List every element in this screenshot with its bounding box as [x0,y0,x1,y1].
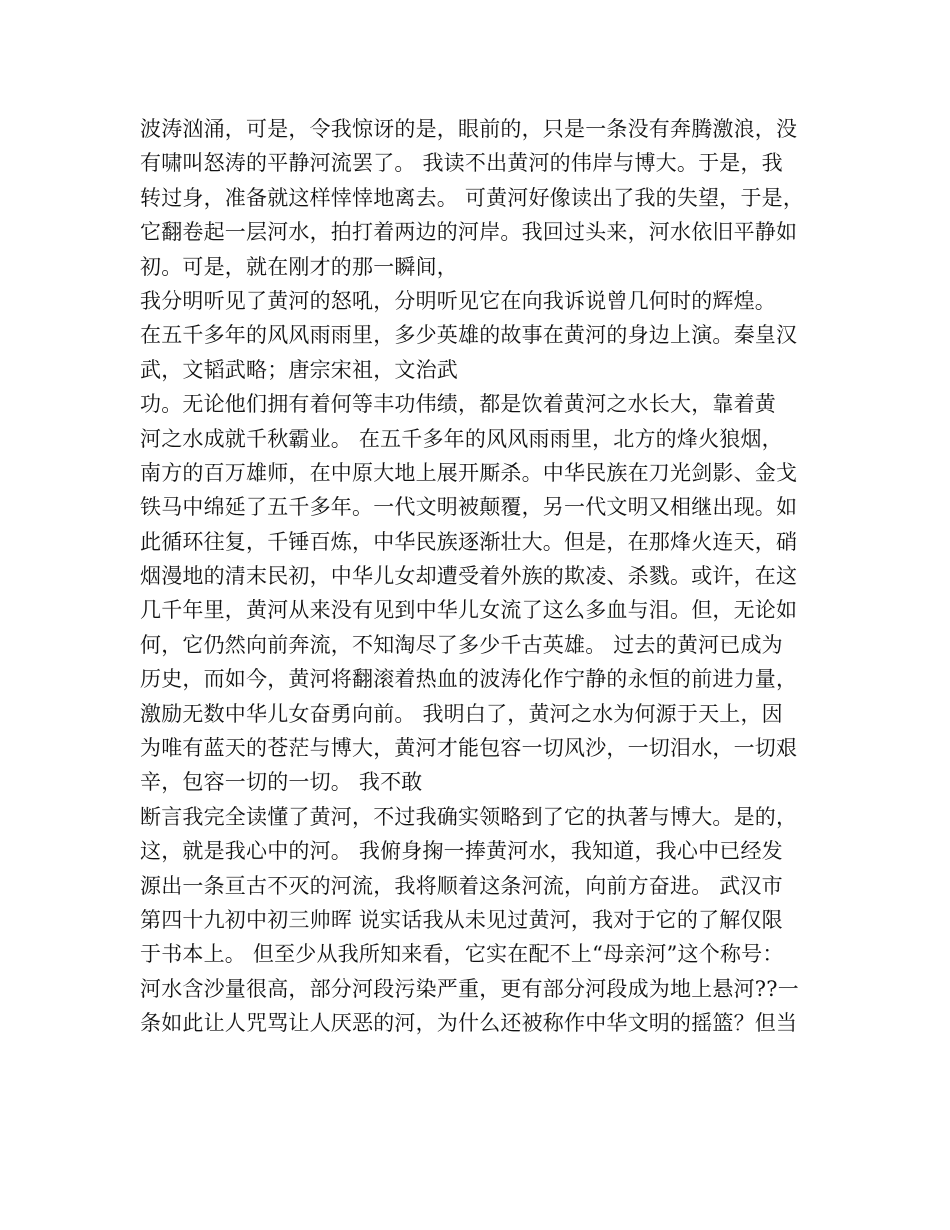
text-line: 此循环往复，千锤百炼，中华民族逐渐壮大。但是，在那烽火连天，硝 [140,529,798,554]
text-line: 断言我完全读懂了黄河，不过我确实领略到了它的执著与博大。是的， [140,804,798,829]
essay-body-text [140,112,830,1041]
text-line: 有啸叫怒涛的平静河流罢了。 我读不出黄河的伟岸与博大。于是，我 [140,151,783,176]
text-line: 南方的百万雄师，在中原大地上展开厮杀。中华民族在刀光剑影、金戈 [140,460,798,485]
text-line: 转过身，准备就这样悻悻地离去。 可黄河好像读出了我的失望，于是， [140,185,805,210]
text-line: 历史，而如今，黄河将翻滚着热血的波涛化作宁静的永恒的前进力量， [140,667,798,692]
text-line: 我分明听见了黄河的怒吼，分明听见它在向我诉说曾几何时的辉煌。 [140,288,776,313]
text-line: 初。可是，就在刚才的那一瞬间， [140,254,458,279]
text-line: 它翻卷起一层河水，拍打着两边的河岸。我回过头来，河水依旧平静如 [140,220,798,245]
text-line: 河之水成就千秋霸业。 在五千多年的风风雨雨里，北方的烽火狼烟， [140,426,783,451]
text-line: 烟漫地的清末民初，中华儿女却遭受着外族的欺凌、杀戮。或许，在这 [140,564,798,589]
text-line: 河水含沙量很高，部分河段污染严重，更有部分河段成为地上悬河??一 [140,976,799,1001]
text-line: 铁马中绵延了五千多年。一代文明被颠覆，另一代文明又相继出现。如 [140,495,798,520]
text-line: 于书本上。 但至少从我所知来看，它实在配不上“母亲河”这个称号： [140,942,784,967]
text-line: 激励无数中华儿女奋勇向前。 我明白了，黄河之水为何源于天上，因 [140,701,783,726]
text-line: 条如此让人咒骂让人厌恶的河，为什么还被称作中华文明的摇篮？但当 [140,1011,798,1036]
text-line: 在五千多年的风风雨雨里，多少英雄的故事在黄河的身边上演。秦皇汉 [140,323,798,348]
text-line: 功。无论他们拥有着何等丰功伟绩，都是饮着黄河之水长大，靠着黄 [140,392,776,417]
text-line: 这，就是我心中的河。 我俯身掬一捧黄河水，我知道，我心中已经发 [140,839,783,864]
text-line: 何，它仍然向前奔流，不知淘尽了多少千古英雄。 过去的黄河已成为 [140,632,783,657]
text-line: 几千年里，黄河从来没有见到中华儿女流了这么多血与泪。但，无论如 [140,598,798,623]
text-line: 辛，包容一切的一切。 我不敢 [140,770,423,795]
text-line: 为唯有蓝天的苍茫与博大，黄河才能包容一切风沙，一切泪水，一切艰 [140,736,798,761]
text-line: 源出一条亘古不灭的河流，我将顺着这条河流，向前方奋进。 武汉市 [140,873,783,898]
text-line: 第四十九初中初三帅晖 说实话我从未见过黄河，我对于它的了解仅限 [140,907,783,932]
text-line: 武，文韬武略；唐宗宋祖，文治武 [140,357,458,382]
text-line: 波涛汹涌，可是，令我惊讶的是，眼前的，只是一条没有奔腾激浪，没 [140,117,798,141]
